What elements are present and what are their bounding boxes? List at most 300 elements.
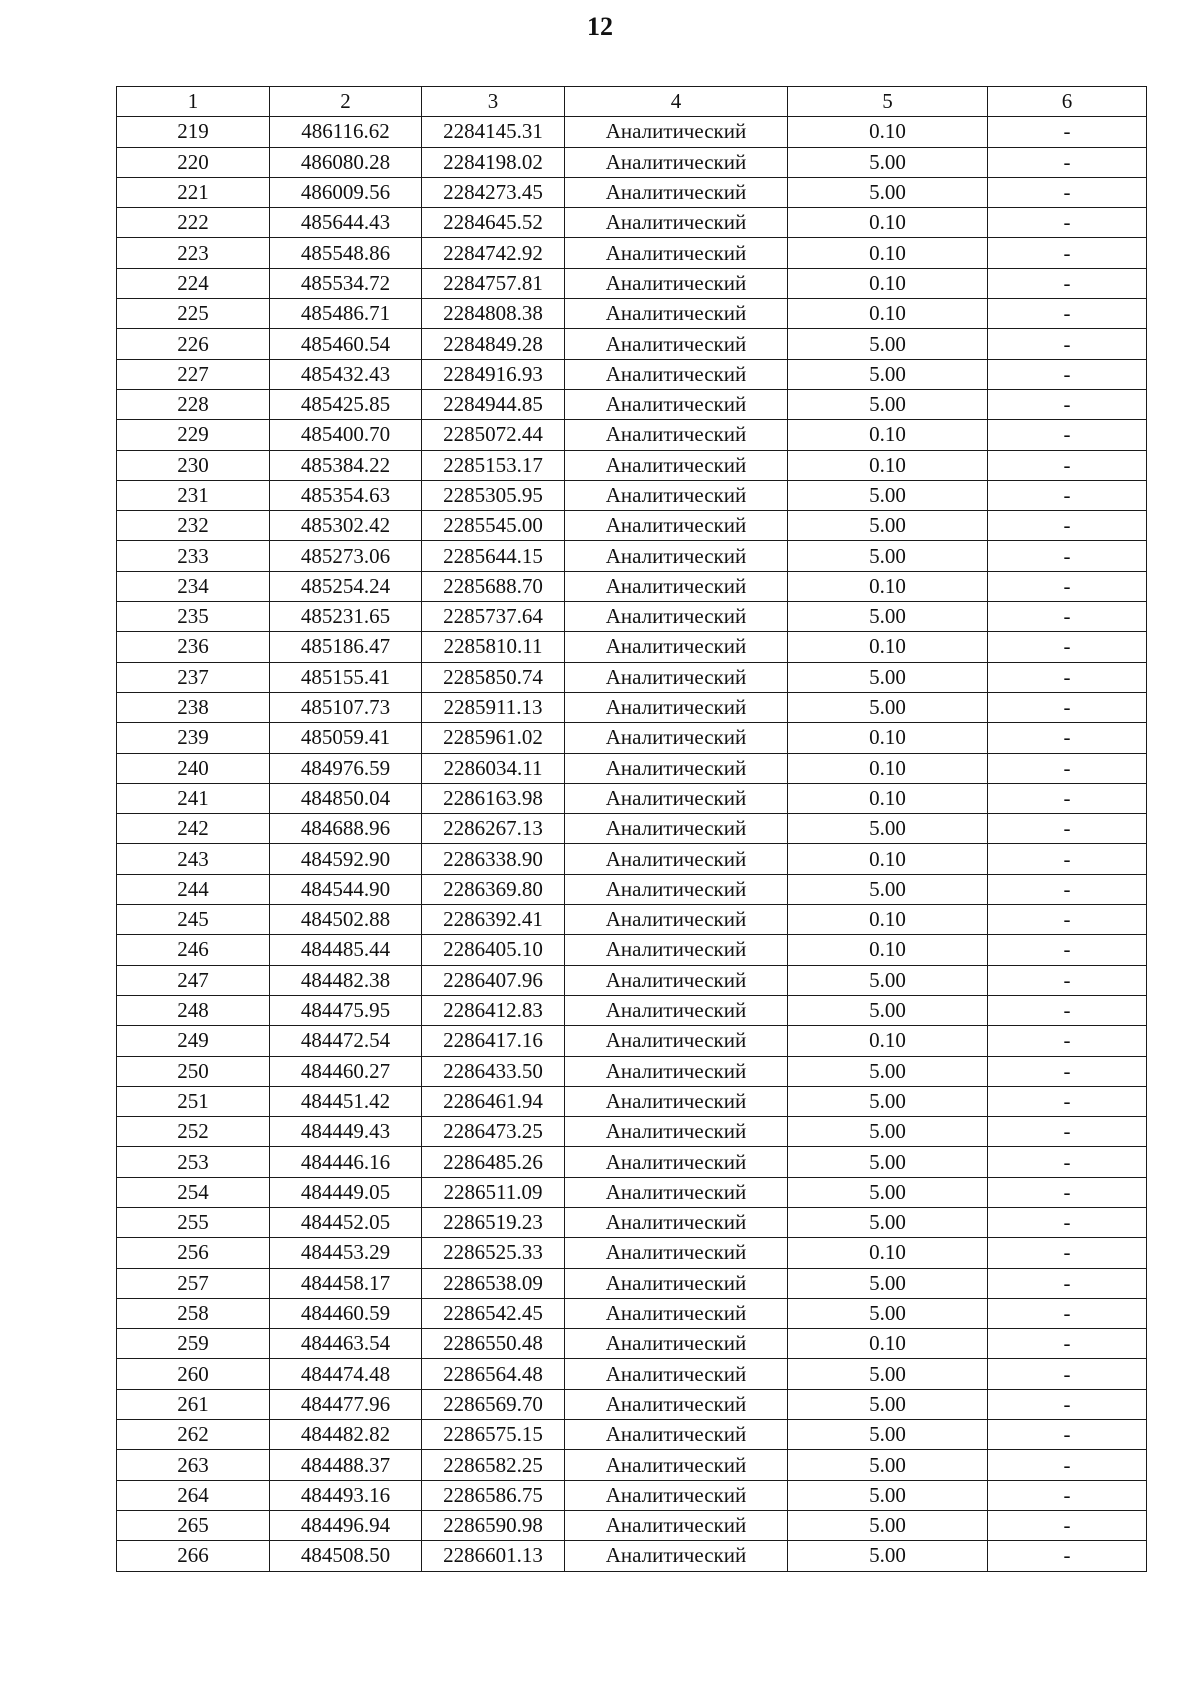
point-number-cell: 252 — [117, 1117, 270, 1147]
point-number-cell: 248 — [117, 995, 270, 1025]
y-coordinate-cell: 2286575.15 — [422, 1420, 565, 1450]
y-coordinate-cell: 2286417.16 — [422, 1026, 565, 1056]
y-coordinate-cell: 2284757.81 — [422, 268, 565, 298]
x-coordinate-cell: 484474.48 — [270, 1359, 422, 1389]
y-coordinate-cell: 2286601.13 — [422, 1541, 565, 1571]
method-cell: Аналитический — [565, 480, 788, 510]
method-cell: Аналитический — [565, 1207, 788, 1237]
x-coordinate-cell: 485155.41 — [270, 662, 422, 692]
y-coordinate-cell: 2284808.38 — [422, 299, 565, 329]
y-coordinate-cell: 2284916.93 — [422, 359, 565, 389]
accuracy-cell: 5.00 — [788, 965, 988, 995]
column-header: 1 — [117, 87, 270, 117]
x-coordinate-cell: 484463.54 — [270, 1329, 422, 1359]
accuracy-cell: 0.10 — [788, 1026, 988, 1056]
point-number-cell: 265 — [117, 1510, 270, 1540]
note-cell: - — [988, 1177, 1147, 1207]
point-number-cell: 251 — [117, 1086, 270, 1116]
note-cell: - — [988, 329, 1147, 359]
note-cell: - — [988, 571, 1147, 601]
table-row — [117, 1541, 1147, 1571]
method-cell: Аналитический — [565, 511, 788, 541]
point-number-cell: 220 — [117, 147, 270, 177]
table-row — [117, 177, 1147, 207]
accuracy-cell: 5.00 — [788, 1207, 988, 1237]
note-cell: - — [988, 511, 1147, 541]
x-coordinate-cell: 484485.44 — [270, 935, 422, 965]
note-cell: - — [988, 389, 1147, 419]
point-number-cell: 250 — [117, 1056, 270, 1086]
y-coordinate-cell: 2286586.75 — [422, 1480, 565, 1510]
note-cell: - — [988, 662, 1147, 692]
y-coordinate-cell: 2286485.26 — [422, 1147, 565, 1177]
y-coordinate-cell: 2286519.23 — [422, 1207, 565, 1237]
x-coordinate-cell: 485059.41 — [270, 723, 422, 753]
note-cell: - — [988, 480, 1147, 510]
point-number-cell: 236 — [117, 632, 270, 662]
note-cell: - — [988, 117, 1147, 147]
y-coordinate-cell: 2286433.50 — [422, 1056, 565, 1086]
y-coordinate-cell: 2286267.13 — [422, 814, 565, 844]
accuracy-cell: 5.00 — [788, 177, 988, 207]
accuracy-cell: 5.00 — [788, 511, 988, 541]
coordinates-table — [116, 86, 1147, 1572]
point-number-cell: 227 — [117, 359, 270, 389]
y-coordinate-cell: 2285911.13 — [422, 692, 565, 722]
note-cell: - — [988, 935, 1147, 965]
table-row — [117, 1207, 1147, 1237]
note-cell: - — [988, 602, 1147, 632]
point-number-cell: 232 — [117, 511, 270, 541]
table-row — [117, 662, 1147, 692]
accuracy-cell: 0.10 — [788, 905, 988, 935]
note-cell: - — [988, 238, 1147, 268]
point-number-cell: 259 — [117, 1329, 270, 1359]
method-cell: Аналитический — [565, 995, 788, 1025]
note-cell: - — [988, 632, 1147, 662]
table-row — [117, 1238, 1147, 1268]
method-cell: Аналитический — [565, 814, 788, 844]
y-coordinate-cell: 2285305.95 — [422, 480, 565, 510]
x-coordinate-cell: 484850.04 — [270, 783, 422, 813]
accuracy-cell: 5.00 — [788, 480, 988, 510]
point-number-cell: 266 — [117, 1541, 270, 1571]
method-cell: Аналитический — [565, 1268, 788, 1298]
y-coordinate-cell: 2286550.48 — [422, 1329, 565, 1359]
accuracy-cell: 5.00 — [788, 1389, 988, 1419]
point-number-cell: 246 — [117, 935, 270, 965]
table-row — [117, 1026, 1147, 1056]
point-number-cell: 233 — [117, 541, 270, 571]
point-number-cell: 225 — [117, 299, 270, 329]
note-cell: - — [988, 1298, 1147, 1328]
y-coordinate-cell: 2285850.74 — [422, 662, 565, 692]
x-coordinate-cell: 485354.63 — [270, 480, 422, 510]
page-number: 12 — [587, 12, 613, 41]
y-coordinate-cell: 2285072.44 — [422, 420, 565, 450]
table-row — [117, 814, 1147, 844]
point-number-cell: 237 — [117, 662, 270, 692]
accuracy-cell: 5.00 — [788, 1510, 988, 1540]
note-cell: - — [988, 1450, 1147, 1480]
method-cell: Аналитический — [565, 662, 788, 692]
accuracy-cell: 5.00 — [788, 995, 988, 1025]
note-cell: - — [988, 420, 1147, 450]
method-cell: Аналитический — [565, 844, 788, 874]
table-row — [117, 1056, 1147, 1086]
note-cell: - — [988, 450, 1147, 480]
x-coordinate-cell: 484496.94 — [270, 1510, 422, 1540]
accuracy-cell: 0.10 — [788, 268, 988, 298]
note-cell: - — [988, 783, 1147, 813]
x-coordinate-cell: 486009.56 — [270, 177, 422, 207]
x-coordinate-cell: 484460.27 — [270, 1056, 422, 1086]
point-number-cell: 224 — [117, 268, 270, 298]
point-number-cell: 244 — [117, 874, 270, 904]
method-cell: Аналитический — [565, 723, 788, 753]
method-cell: Аналитический — [565, 874, 788, 904]
method-cell: Аналитический — [565, 753, 788, 783]
note-cell: - — [988, 814, 1147, 844]
y-coordinate-cell: 2286392.41 — [422, 905, 565, 935]
table-row — [117, 541, 1147, 571]
table-row — [117, 1298, 1147, 1328]
point-number-cell: 241 — [117, 783, 270, 813]
accuracy-cell: 5.00 — [788, 1086, 988, 1116]
method-cell: Аналитический — [565, 632, 788, 662]
note-cell: - — [988, 1480, 1147, 1510]
note-cell: - — [988, 995, 1147, 1025]
method-cell: Аналитический — [565, 602, 788, 632]
accuracy-cell: 5.00 — [788, 1177, 988, 1207]
note-cell: - — [988, 1117, 1147, 1147]
method-cell: Аналитический — [565, 1389, 788, 1419]
y-coordinate-cell: 2284645.52 — [422, 208, 565, 238]
x-coordinate-cell: 484475.95 — [270, 995, 422, 1025]
x-coordinate-cell: 484452.05 — [270, 1207, 422, 1237]
x-coordinate-cell: 485432.43 — [270, 359, 422, 389]
x-coordinate-cell: 485186.47 — [270, 632, 422, 662]
accuracy-cell: 5.00 — [788, 1359, 988, 1389]
x-coordinate-cell: 485534.72 — [270, 268, 422, 298]
y-coordinate-cell: 2284944.85 — [422, 389, 565, 419]
accuracy-cell: 0.10 — [788, 753, 988, 783]
point-number-cell: 239 — [117, 723, 270, 753]
x-coordinate-cell: 485400.70 — [270, 420, 422, 450]
note-cell: - — [988, 692, 1147, 722]
y-coordinate-cell: 2286034.11 — [422, 753, 565, 783]
x-coordinate-cell: 484544.90 — [270, 874, 422, 904]
method-cell: Аналитический — [565, 1510, 788, 1540]
y-coordinate-cell: 2286407.96 — [422, 965, 565, 995]
method-cell: Аналитический — [565, 1238, 788, 1268]
table-row — [117, 329, 1147, 359]
column-header: 4 — [565, 87, 788, 117]
note-cell: - — [988, 874, 1147, 904]
table-row — [117, 1329, 1147, 1359]
point-number-cell: 253 — [117, 1147, 270, 1177]
y-coordinate-cell: 2284198.02 — [422, 147, 565, 177]
point-number-cell: 249 — [117, 1026, 270, 1056]
accuracy-cell: 5.00 — [788, 874, 988, 904]
table-row — [117, 450, 1147, 480]
note-cell: - — [988, 1510, 1147, 1540]
accuracy-cell: 5.00 — [788, 1298, 988, 1328]
method-cell: Аналитический — [565, 541, 788, 571]
accuracy-cell: 0.10 — [788, 450, 988, 480]
table-row — [117, 602, 1147, 632]
point-number-cell: 247 — [117, 965, 270, 995]
accuracy-cell: 5.00 — [788, 541, 988, 571]
x-coordinate-cell: 485460.54 — [270, 329, 422, 359]
accuracy-cell: 0.10 — [788, 632, 988, 662]
note-cell: - — [988, 1147, 1147, 1177]
accuracy-cell: 5.00 — [788, 389, 988, 419]
accuracy-cell: 5.00 — [788, 1117, 988, 1147]
method-cell: Аналитический — [565, 935, 788, 965]
y-coordinate-cell: 2285644.15 — [422, 541, 565, 571]
table-row — [117, 1420, 1147, 1450]
x-coordinate-cell: 484451.42 — [270, 1086, 422, 1116]
note-cell: - — [988, 1420, 1147, 1450]
x-coordinate-cell: 485486.71 — [270, 299, 422, 329]
point-number-cell: 256 — [117, 1238, 270, 1268]
y-coordinate-cell: 2286511.09 — [422, 1177, 565, 1207]
point-number-cell: 242 — [117, 814, 270, 844]
table-row — [117, 1450, 1147, 1480]
note-cell: - — [988, 1026, 1147, 1056]
method-cell: Аналитический — [565, 450, 788, 480]
x-coordinate-cell: 485273.06 — [270, 541, 422, 571]
note-cell: - — [988, 208, 1147, 238]
column-header: 3 — [422, 87, 565, 117]
y-coordinate-cell: 2285153.17 — [422, 450, 565, 480]
note-cell: - — [988, 541, 1147, 571]
x-coordinate-cell: 484460.59 — [270, 1298, 422, 1328]
accuracy-cell: 5.00 — [788, 692, 988, 722]
table-row — [117, 389, 1147, 419]
table-row — [117, 1147, 1147, 1177]
x-coordinate-cell: 484482.38 — [270, 965, 422, 995]
point-number-cell: 223 — [117, 238, 270, 268]
table-row — [117, 935, 1147, 965]
accuracy-cell: 0.10 — [788, 117, 988, 147]
table-row — [117, 480, 1147, 510]
y-coordinate-cell: 2285961.02 — [422, 723, 565, 753]
table-row — [117, 723, 1147, 753]
table-row — [117, 359, 1147, 389]
method-cell: Аналитический — [565, 1420, 788, 1450]
table-row — [117, 874, 1147, 904]
y-coordinate-cell: 2286525.33 — [422, 1238, 565, 1268]
accuracy-cell: 0.10 — [788, 299, 988, 329]
table-row — [117, 1359, 1147, 1389]
method-cell: Аналитический — [565, 1541, 788, 1571]
point-number-cell: 231 — [117, 480, 270, 510]
method-cell: Аналитический — [565, 1177, 788, 1207]
method-cell: Аналитический — [565, 692, 788, 722]
point-number-cell: 235 — [117, 602, 270, 632]
y-coordinate-cell: 2286405.10 — [422, 935, 565, 965]
accuracy-cell: 5.00 — [788, 1268, 988, 1298]
accuracy-cell: 5.00 — [788, 1450, 988, 1480]
y-coordinate-cell: 2286473.25 — [422, 1117, 565, 1147]
point-number-cell: 264 — [117, 1480, 270, 1510]
table-row — [117, 1480, 1147, 1510]
table-row — [117, 753, 1147, 783]
method-cell: Аналитический — [565, 329, 788, 359]
table-row — [117, 1389, 1147, 1419]
y-coordinate-cell: 2286590.98 — [422, 1510, 565, 1540]
accuracy-cell: 5.00 — [788, 359, 988, 389]
method-cell: Аналитический — [565, 117, 788, 147]
note-cell: - — [988, 844, 1147, 874]
method-cell: Аналитический — [565, 147, 788, 177]
point-number-cell: 238 — [117, 692, 270, 722]
accuracy-cell: 0.10 — [788, 1329, 988, 1359]
y-coordinate-cell: 2286538.09 — [422, 1268, 565, 1298]
point-number-cell: 228 — [117, 389, 270, 419]
note-cell: - — [988, 147, 1147, 177]
accuracy-cell: 5.00 — [788, 1147, 988, 1177]
accuracy-cell: 0.10 — [788, 935, 988, 965]
y-coordinate-cell: 2286338.90 — [422, 844, 565, 874]
y-coordinate-cell: 2286582.25 — [422, 1450, 565, 1480]
column-header: 5 — [788, 87, 988, 117]
x-coordinate-cell: 484449.43 — [270, 1117, 422, 1147]
point-number-cell: 221 — [117, 177, 270, 207]
column-header: 2 — [270, 87, 422, 117]
method-cell: Аналитический — [565, 1359, 788, 1389]
method-cell: Аналитический — [565, 177, 788, 207]
accuracy-cell: 5.00 — [788, 1056, 988, 1086]
point-number-cell: 263 — [117, 1450, 270, 1480]
x-coordinate-cell: 485425.85 — [270, 389, 422, 419]
table-row — [117, 783, 1147, 813]
x-coordinate-cell: 485302.42 — [270, 511, 422, 541]
method-cell: Аналитический — [565, 268, 788, 298]
table-body — [117, 87, 1147, 1572]
table-row — [117, 692, 1147, 722]
method-cell: Аналитический — [565, 1480, 788, 1510]
note-cell: - — [988, 1268, 1147, 1298]
table-row — [117, 1510, 1147, 1540]
point-number-cell: 261 — [117, 1389, 270, 1419]
table-row — [117, 1177, 1147, 1207]
y-coordinate-cell: 2285688.70 — [422, 571, 565, 601]
method-cell: Аналитический — [565, 389, 788, 419]
point-number-cell: 229 — [117, 420, 270, 450]
x-coordinate-cell: 484449.05 — [270, 1177, 422, 1207]
y-coordinate-cell: 2286369.80 — [422, 874, 565, 904]
note-cell: - — [988, 1086, 1147, 1116]
method-cell: Аналитический — [565, 1086, 788, 1116]
method-cell: Аналитический — [565, 299, 788, 329]
column-header: 6 — [988, 87, 1147, 117]
x-coordinate-cell: 484458.17 — [270, 1268, 422, 1298]
method-cell: Аналитический — [565, 238, 788, 268]
point-number-cell: 240 — [117, 753, 270, 783]
table-row — [117, 238, 1147, 268]
point-number-cell: 257 — [117, 1268, 270, 1298]
method-cell: Аналитический — [565, 905, 788, 935]
point-number-cell: 258 — [117, 1298, 270, 1328]
method-cell: Аналитический — [565, 1056, 788, 1086]
accuracy-cell: 5.00 — [788, 814, 988, 844]
point-number-cell: 230 — [117, 450, 270, 480]
x-coordinate-cell: 484477.96 — [270, 1389, 422, 1419]
method-cell: Аналитический — [565, 1026, 788, 1056]
table-row — [117, 511, 1147, 541]
x-coordinate-cell: 486080.28 — [270, 147, 422, 177]
y-coordinate-cell: 2286163.98 — [422, 783, 565, 813]
table-row — [117, 1086, 1147, 1116]
method-cell: Аналитический — [565, 1329, 788, 1359]
table-row — [117, 299, 1147, 329]
y-coordinate-cell: 2284273.45 — [422, 177, 565, 207]
table-row — [117, 147, 1147, 177]
accuracy-cell: 5.00 — [788, 147, 988, 177]
y-coordinate-cell: 2284742.92 — [422, 238, 565, 268]
accuracy-cell: 0.10 — [788, 783, 988, 813]
point-number-cell: 222 — [117, 208, 270, 238]
table-row — [117, 420, 1147, 450]
accuracy-cell: 0.10 — [788, 723, 988, 753]
point-number-cell: 219 — [117, 117, 270, 147]
table-row — [117, 995, 1147, 1025]
point-number-cell: 226 — [117, 329, 270, 359]
table-row — [117, 844, 1147, 874]
point-number-cell: 254 — [117, 1177, 270, 1207]
x-coordinate-cell: 484976.59 — [270, 753, 422, 783]
table-row — [117, 571, 1147, 601]
point-number-cell: 243 — [117, 844, 270, 874]
note-cell: - — [988, 905, 1147, 935]
table-row — [117, 1268, 1147, 1298]
y-coordinate-cell: 2286569.70 — [422, 1389, 565, 1419]
accuracy-cell: 0.10 — [788, 238, 988, 268]
table-row — [117, 268, 1147, 298]
note-cell: - — [988, 177, 1147, 207]
note-cell: - — [988, 723, 1147, 753]
x-coordinate-cell: 484508.50 — [270, 1541, 422, 1571]
method-cell: Аналитический — [565, 965, 788, 995]
x-coordinate-cell: 484488.37 — [270, 1450, 422, 1480]
table-row — [117, 905, 1147, 935]
note-cell: - — [988, 359, 1147, 389]
x-coordinate-cell: 484482.82 — [270, 1420, 422, 1450]
accuracy-cell: 5.00 — [788, 602, 988, 632]
accuracy-cell: 0.10 — [788, 571, 988, 601]
note-cell: - — [988, 268, 1147, 298]
method-cell: Аналитический — [565, 571, 788, 601]
x-coordinate-cell: 485384.22 — [270, 450, 422, 480]
accuracy-cell: 0.10 — [788, 420, 988, 450]
method-cell: Аналитический — [565, 208, 788, 238]
table-row — [117, 208, 1147, 238]
note-cell: - — [988, 1541, 1147, 1571]
accuracy-cell: 5.00 — [788, 662, 988, 692]
x-coordinate-cell: 484493.16 — [270, 1480, 422, 1510]
x-coordinate-cell: 484453.29 — [270, 1238, 422, 1268]
table-row — [117, 117, 1147, 147]
accuracy-cell: 0.10 — [788, 1238, 988, 1268]
accuracy-cell: 5.00 — [788, 1541, 988, 1571]
note-cell: - — [988, 1056, 1147, 1086]
x-coordinate-cell: 484592.90 — [270, 844, 422, 874]
y-coordinate-cell: 2284145.31 — [422, 117, 565, 147]
table-row — [117, 965, 1147, 995]
